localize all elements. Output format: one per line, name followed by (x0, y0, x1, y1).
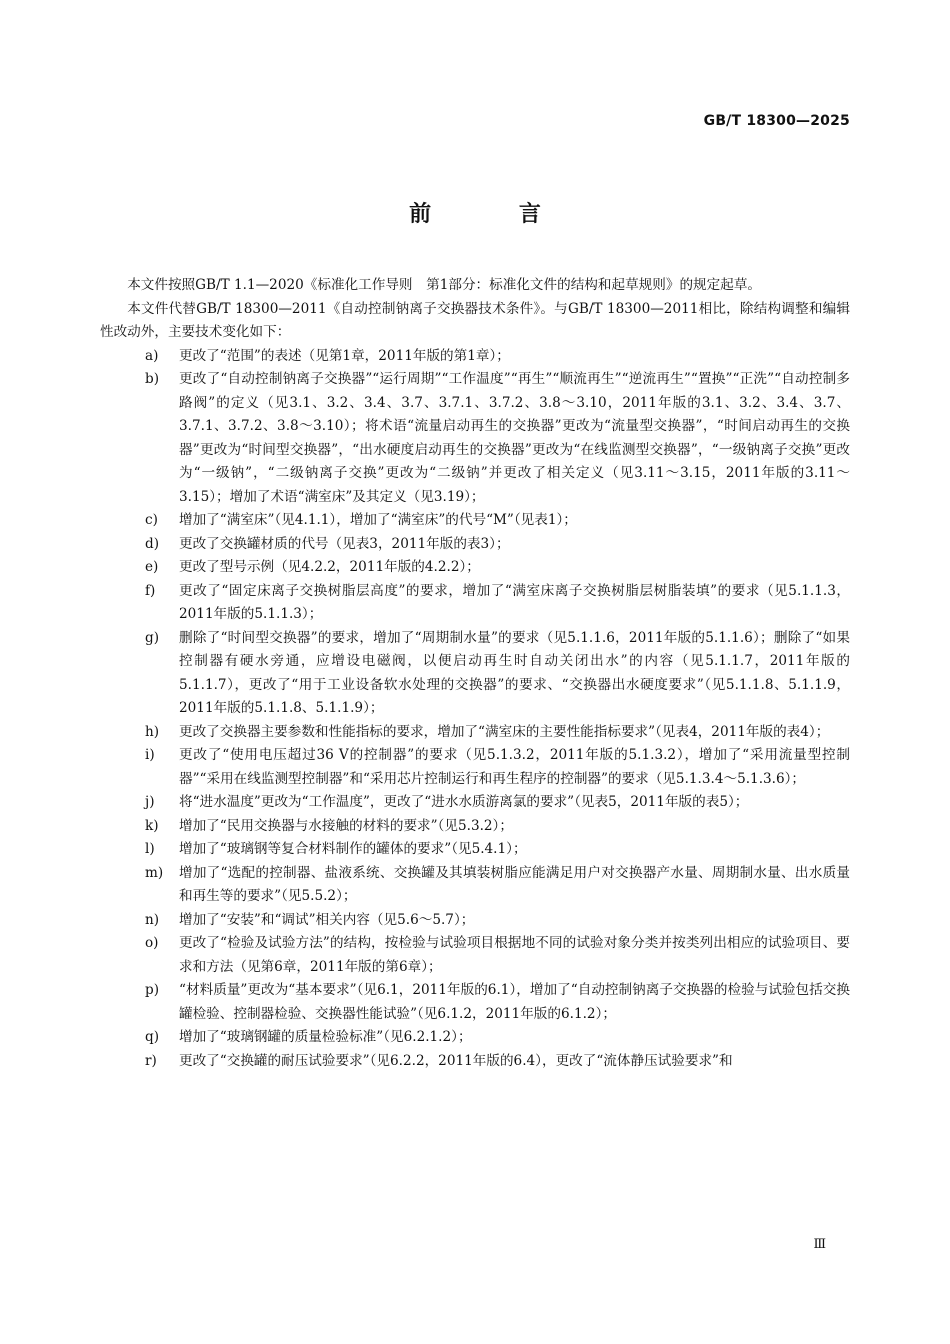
list-item (100, 580, 850, 627)
list-item (100, 744, 850, 791)
paragraph: 本文件代替GB/T 18300—2011《自动控制钠离子交换器技术条件》。与GB/T 18300—2011相比，除结构调整和编辑性改动外，主要技术变化如下： (100, 300, 850, 340)
list-item-text: 增加了“民用交换器与水接触的材料的要求”（见5.3.2）； (179, 817, 513, 834)
list-item-marker: g) (145, 629, 160, 646)
list-item-marker: l) (145, 841, 155, 857)
list-item (100, 368, 850, 509)
list-item-marker: p) (145, 982, 160, 998)
list-item-marker: h) (145, 723, 160, 740)
list-item-marker: e) (145, 559, 159, 575)
list-item (100, 345, 850, 369)
list-item (100, 909, 850, 933)
list-item-text: 更改了“固定床离子交换树脂层高度”的要求，增加了“满室床离子交换树脂层树脂装填”的要求（见5.1.1.3，2011年版的5.1.1.3）； (179, 582, 850, 622)
list-item (100, 1050, 850, 1074)
list-item-marker: i) (145, 747, 155, 763)
standard-code: GB/T 18300—2025 (703, 113, 850, 129)
list-item-marker: f) (145, 582, 156, 599)
list-item (100, 556, 850, 580)
list-item-marker: k) (145, 817, 159, 834)
list-item-marker: c) (145, 512, 158, 528)
paragraph: 本文件按照GB/T 1.1—2020《标准化工作导则 第1部分：标准化文件的结构和起草规则》的规定起草。 (127, 277, 762, 293)
list-item-text: 更改了交换器主要参数和性能指标的要求，增加了“满室床的主要性能指标要求”（见表4，2011年版的表4）； (179, 723, 830, 740)
page-title: 前 言 (409, 202, 581, 227)
document-body (100, 274, 850, 1073)
list-item-text: 更改了“自动控制钠离子交换器”“运行周期”“工作温度”“再生”“顺流再生”“逆流再生”“置换”“正洗”“自动控制多路阀”的定义（见3.1、3.2、3.4、3.7、3.7.1、3.7.2、3.8～3.10，2011年版的3.1、3.2、3.4、3.7、3.7.1、3.7.2、3.8～3.10）；将术语“流量启动再生的交换器”更改为“流量型交换器”，“时间启动再生的交换器”更改为“时间型交换器”，“出水硬度启动再生的交换器”更改为“在线监测型交换器”，“一级钠离子交换”更改为“一级钠”，“二级钠离子交换”更改为“二级钠”并更改了相关定义（见3.11～3.15，2011年版的3.11～3.15）；增加了术语“满室床”及其定义（见3.19）； (179, 371, 850, 505)
list-item-marker: m) (145, 864, 164, 881)
list-item-marker: a) (145, 347, 159, 364)
change-list (100, 345, 850, 1074)
list-item-text: 更改了“交换罐的耐压试验要求”（见6.2.2，2011年版的6.4），更改了“流体静压试验要求”和 (179, 1052, 733, 1069)
list-item-marker: q) (145, 1029, 160, 1045)
list-item (100, 815, 850, 839)
list-item-text: 更改了交换罐材质的代号（见表3，2011年版的表3）； (179, 535, 510, 552)
list-item (100, 1026, 850, 1050)
list-item-text: 更改了“范围”的表述（见第1章，2011年版的第1章）； (179, 347, 510, 364)
list-item-marker: o) (145, 935, 159, 951)
list-item (100, 627, 850, 721)
list-item-text: 更改了型号示例（见4.2.2，2011年版的4.2.2）； (179, 559, 480, 575)
list-item-text: 删除了“时间型交换器”的要求，增加了“周期制水量”的要求（见5.1.1.6，2011年版的5.1.1.6）；删除了“如果控制器有硬水旁通，应增设电磁阀，以便启动再生时自动关闭出水”的内容（见5.1.1.7，2011年版的5.1.1.7），更改了“用于工业设备软水处理的交换器”的要求、“交换器出水硬度要求”（见5.1.1.8、5.1.1.9，2011年版的5.1.1.8、5.1.1.9）； (179, 629, 850, 716)
list-item-text: 增加了“满室床”（见4.1.1），增加了“满室床”的代号“M”（见表1）； (179, 512, 577, 528)
list-item (100, 932, 850, 979)
list-item-text: 增加了“玻璃钢等复合材料制作的罐体的要求”（见5.4.1）； (179, 841, 527, 857)
list-item-text: “材料质量”更改为“基本要求”（见6.1，2011年版的6.1），增加了“自动控制钠离子交换器的检验与试验包括交换罐检验、控制器检验、交换器性能试验”（见6.1.2，2011年版的6.1.2）； (179, 982, 850, 1022)
list-item-marker: j) (145, 794, 155, 810)
list-item (100, 979, 850, 1026)
page-number: Ⅲ (813, 1237, 826, 1252)
list-item-marker: r) (145, 1052, 157, 1069)
list-item (100, 838, 850, 862)
list-item-text: 更改了“检验及试验方法”的结构，按检验与试验项目根据地不同的试验对象分类并按类列出相应的试验项目、要求和方法（见第6章，2011年版的第6章）； (179, 935, 850, 975)
list-item (100, 721, 850, 745)
list-item-marker: b) (145, 371, 160, 387)
list-item-marker: d) (145, 535, 160, 552)
list-item (100, 862, 850, 909)
list-item-marker: n) (145, 911, 160, 928)
list-item-text: 增加了“选配的控制器、盐液系统、交换罐及其填装树脂应能满足用户对交换器产水量、周期制水量、出水质量和再生等的要求”（见5.5.2）； (179, 864, 850, 904)
list-item-text: 增加了“玻璃钢罐的质量检验标准”（见6.2.1.2）； (179, 1029, 472, 1045)
list-item-text: 更改了“使用电压超过36 V的控制器”的要求（见5.1.3.2，2011年版的5.1.3.2），增加了“采用流量型控制器”“采用在线监测型控制器”和“采用芯片控制运行和再生程序的控制器”的要求（见5.1.3.4～5.1.3.6）； (179, 747, 850, 787)
list-item-text: 将“进水温度”更改为“工作温度”，更改了“进水水质游离氯的要求”（见表5，2011年版的表5）； (179, 794, 749, 810)
list-item-text: 增加了“安装”和“调试”相关内容（见5.6～5.7）； (179, 911, 475, 928)
list-item (100, 509, 850, 533)
list-item (100, 533, 850, 557)
list-item (100, 791, 850, 815)
